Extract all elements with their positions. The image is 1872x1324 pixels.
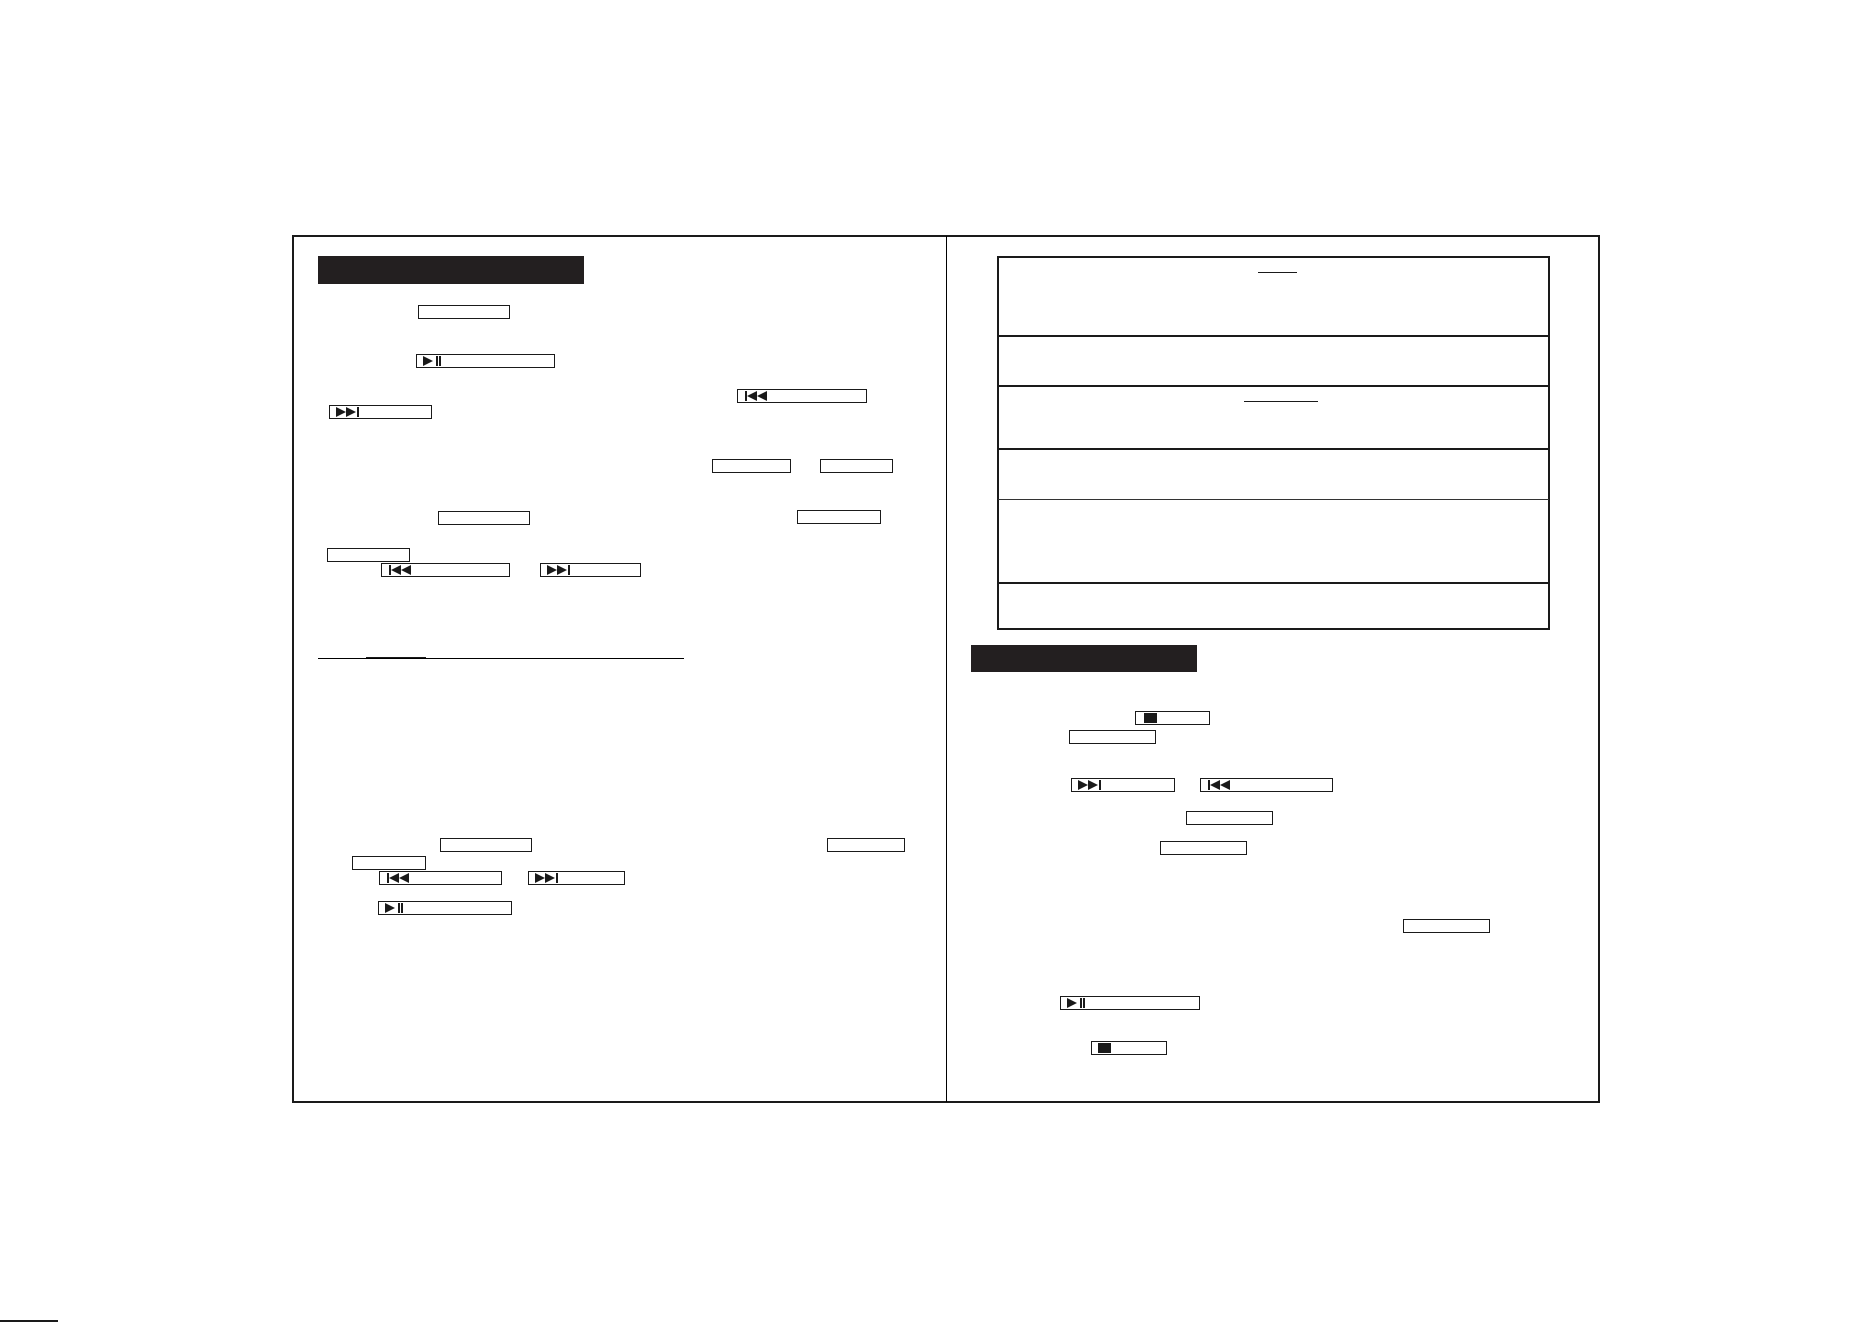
blank-button-12[interactable] (1160, 841, 1247, 855)
table-row-divider-5 (998, 582, 1549, 584)
stop-icon (1144, 713, 1157, 723)
next-track-icon (547, 565, 557, 575)
blank-button-7[interactable] (440, 838, 532, 852)
blank-button-4[interactable] (438, 511, 530, 525)
play-icon (385, 903, 395, 913)
stop-button-1[interactable] (1135, 711, 1210, 725)
next-button-3[interactable] (528, 871, 625, 885)
table-row-divider-2 (998, 385, 1549, 387)
info-table (997, 256, 1550, 630)
previous-button-4[interactable] (1200, 778, 1333, 792)
blank-button-9[interactable] (352, 856, 426, 870)
next-track-icon (1078, 780, 1088, 790)
previous-track-icon (747, 391, 757, 401)
stop-button-2[interactable] (1091, 1041, 1167, 1055)
table-heading-underline-2 (1244, 401, 1318, 402)
play-pause-button-1[interactable] (416, 354, 555, 368)
table-row-divider-4 (998, 499, 1549, 500)
next-track-icon (336, 407, 346, 417)
table-row-divider-1 (998, 335, 1549, 337)
next-button-1[interactable] (329, 405, 432, 419)
page-divider (946, 236, 947, 1102)
table-row-divider-3 (998, 448, 1549, 450)
blank-button-2[interactable] (712, 459, 791, 473)
previous-track-icon (391, 565, 401, 575)
crop-mark (0, 1320, 58, 1322)
blank-button-8[interactable] (827, 838, 905, 852)
left-divider-rule (318, 658, 684, 659)
blank-button-10[interactable] (1069, 730, 1156, 744)
blank-button-6[interactable] (327, 548, 410, 562)
previous-button-2[interactable] (381, 563, 510, 577)
previous-track-icon (389, 873, 399, 883)
play-icon (423, 356, 433, 366)
play-icon (1067, 998, 1077, 1008)
table-heading-underline-1 (1258, 272, 1297, 273)
blank-button-1[interactable] (418, 305, 510, 319)
blank-button-13[interactable] (1403, 919, 1490, 933)
blank-button-11[interactable] (1186, 811, 1273, 825)
left-section-header-bar (318, 256, 584, 284)
previous-button-1[interactable] (737, 389, 867, 403)
play-pause-button-3[interactable] (1060, 996, 1200, 1010)
next-button-2[interactable] (540, 563, 641, 577)
left-divider-rule-accent (366, 657, 426, 658)
right-section-header-bar (971, 645, 1197, 672)
previous-track-icon (1210, 780, 1220, 790)
blank-button-3[interactable] (820, 459, 893, 473)
stop-icon (1098, 1043, 1111, 1053)
previous-button-3[interactable] (379, 871, 502, 885)
next-button-4[interactable] (1071, 778, 1175, 792)
blank-button-5[interactable] (797, 510, 881, 524)
play-pause-button-2[interactable] (378, 901, 512, 915)
next-track-icon (535, 873, 545, 883)
